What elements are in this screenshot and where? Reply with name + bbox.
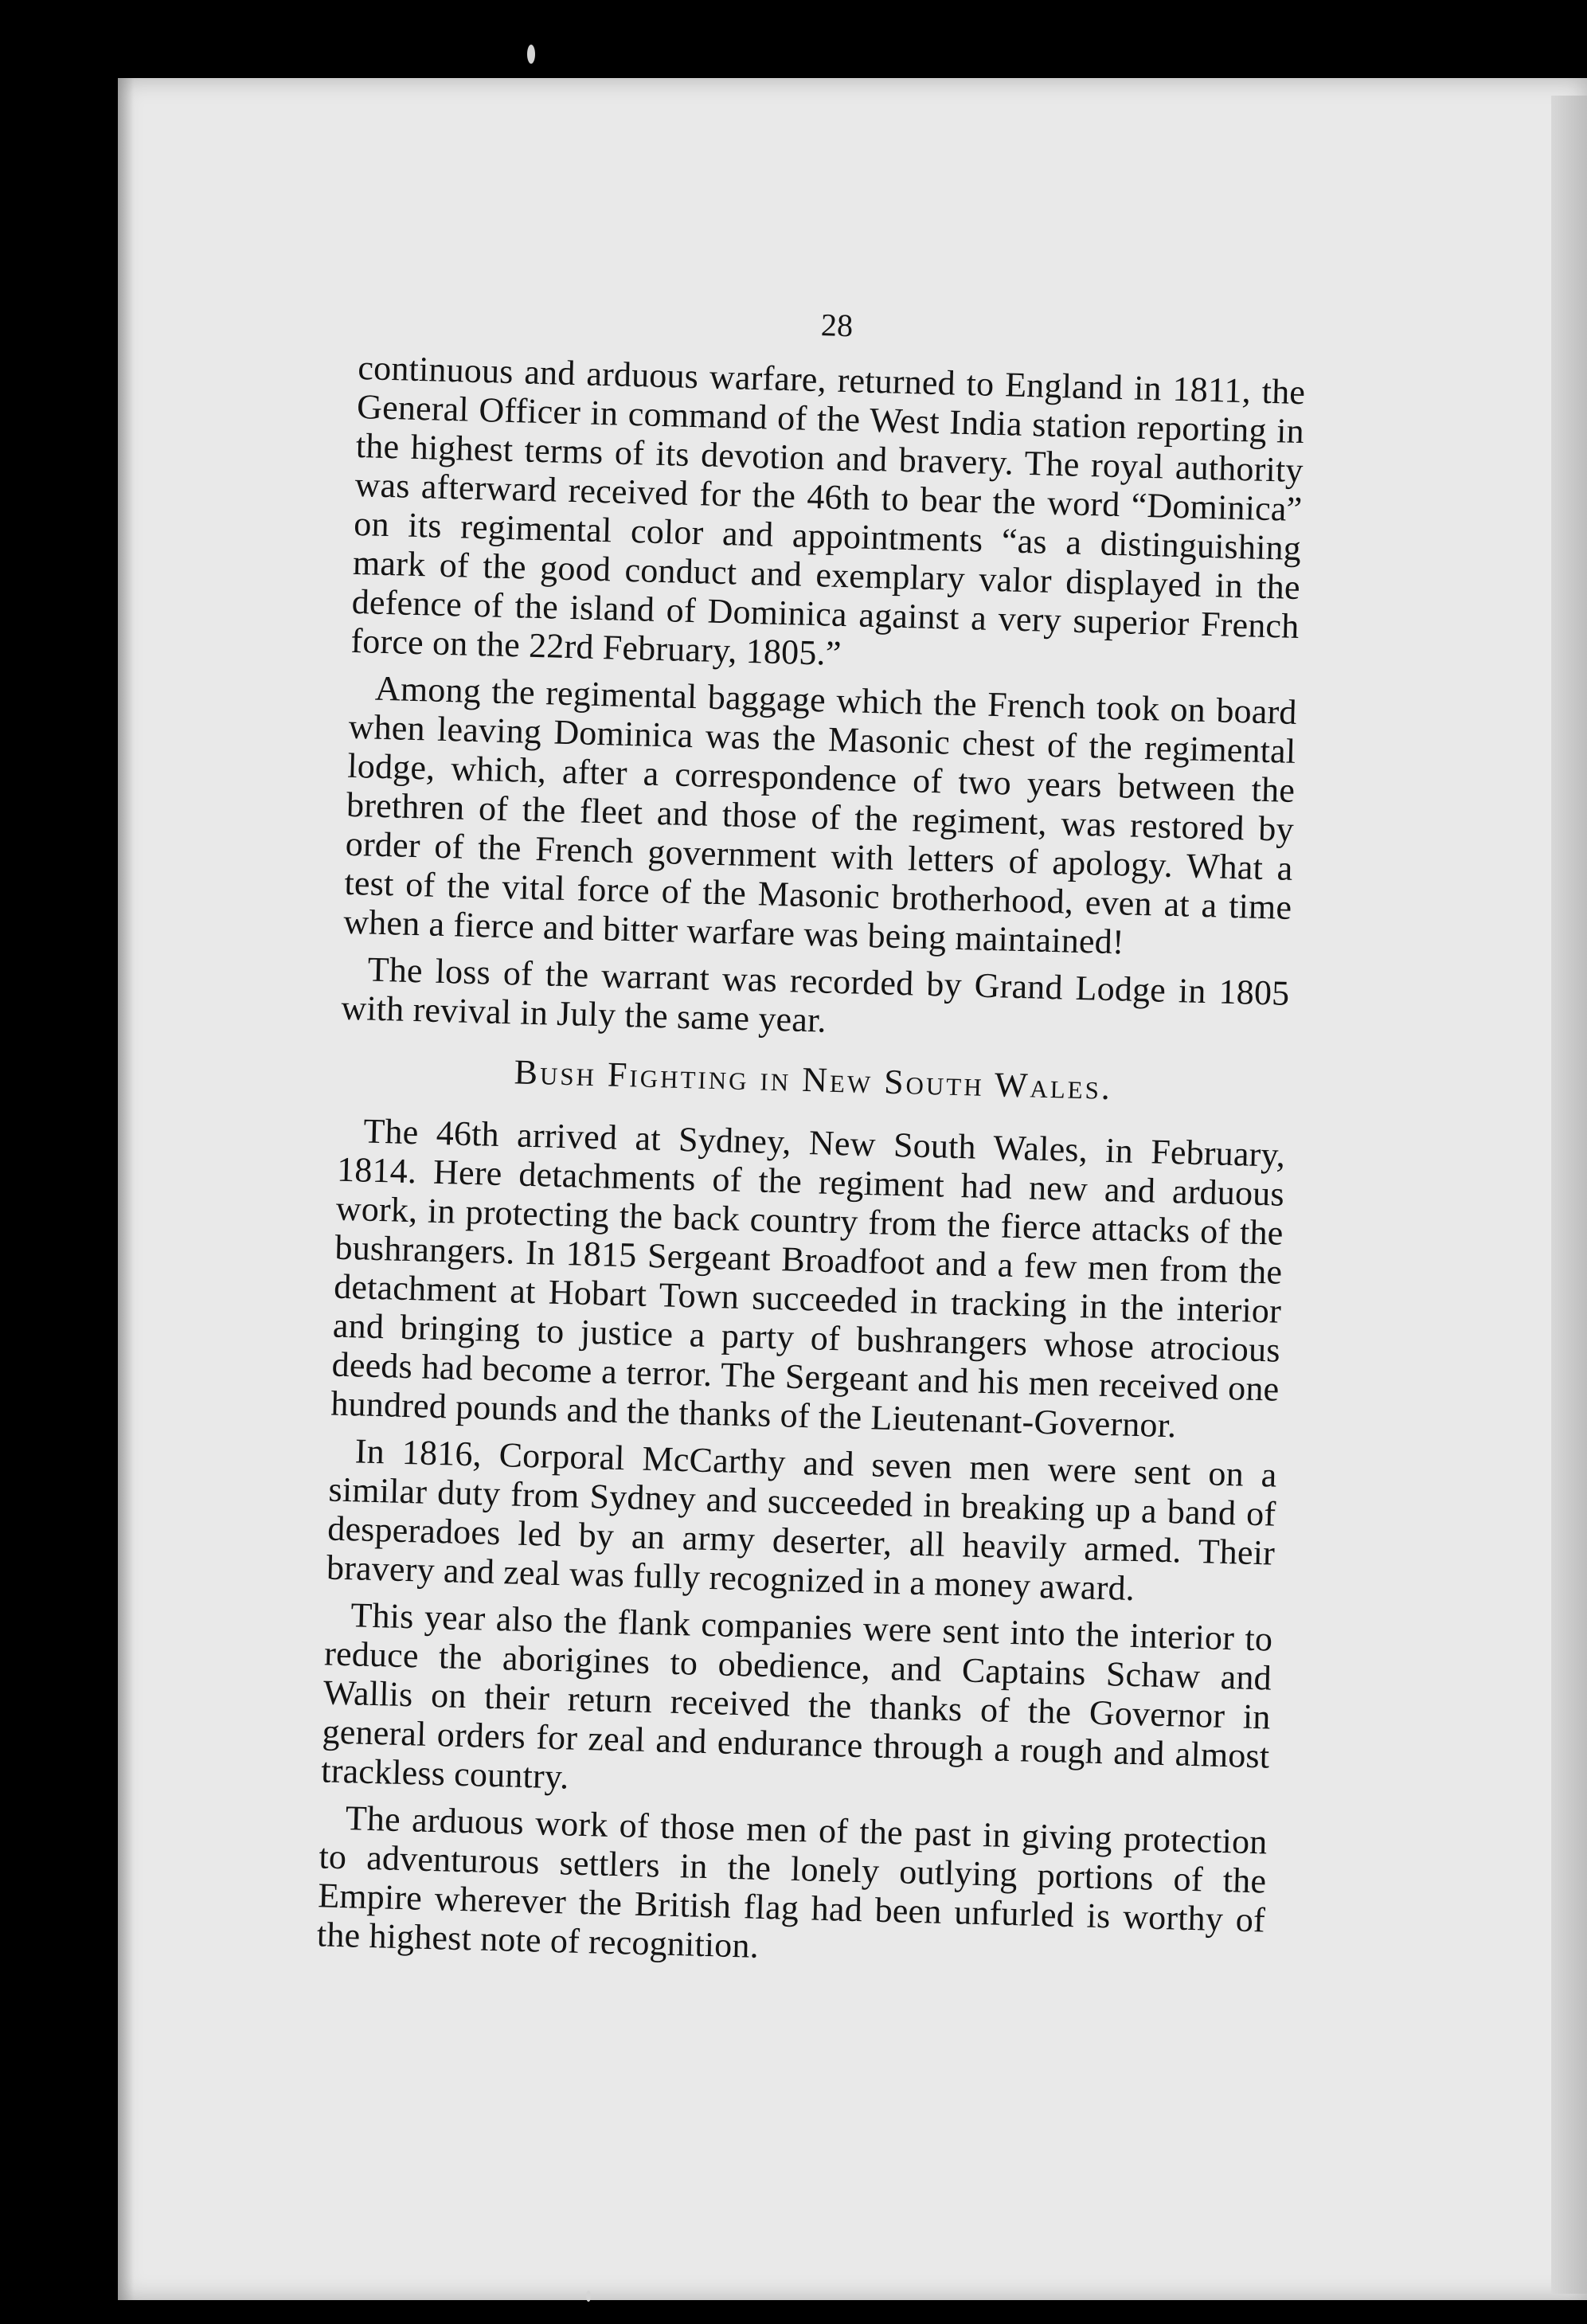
paragraph: continuous and arduous warfare, returned to England in 1811, the General Officer in command of the West India station reporting in the highest terms of its devotion and bravery. The royal authority was afterward received for the 46th to bear the word “Dominica” on its regimental color and appointments “as a distinguishing mark of the good conduct and exemplary valor displayed in the defence of the island of Dominica against a very superior French force on the 22rd February, 1805.” <box>350 347 1306 673</box>
paragraph: The loss of the warrant was recorded by Grand Lodge in 1805 with revival in July the same year. <box>340 949 1291 1040</box>
section-heading: Bush Fighting in New South Wales. <box>514 1052 1113 1108</box>
film-speck <box>586 2291 591 2302</box>
film-speck <box>527 45 535 64</box>
page-number: 28 <box>820 307 854 344</box>
page-text <box>316 293 1307 1986</box>
page-edge <box>1551 96 1587 2294</box>
paragraph: This year also the flank companies were sent into the interior to reduce the aborigines to obedience, and Captains Schaw and Wallis on their return received the thanks of the Governor in general orders for zeal and endurance through a rough and almost trackless country. <box>320 1595 1273 1797</box>
paragraph: The arduous work of those men of the past in giving protection to adventurous settlers in the lonely outlying portions of the Empire wherever the British flag had been unfurled is worthy of the highest note of recognition. <box>316 1798 1268 1966</box>
paragraph: In 1816, Corporal McCarthy and seven men were sent on a similar duty from Sydney and succeeded in breaking up a band of desperadoes led by an army deserter, all heavily armed. Their bravery and zeal was fully recognized in a money award. <box>326 1431 1278 1609</box>
paragraph: The 46th arrived at Sydney, New South Wales, in February, 1814. Here detachments of the regiment had new and arduous work, in protecting the back country from the fierce attacks of the bushrangers. In 1815 Sergeant Broadfoot and a few men from the detachment at Hobart Town succeeded in tracking in the interior and bringing to justice a party of bushrangers whose atrocious deeds had become a terror. The Sergeant and his men received one hundred pounds and the thanks of the Lieutenant-Governor. <box>330 1111 1286 1446</box>
page-gutter-shadow <box>118 78 134 2300</box>
paragraph: Among the regimental baggage which the French took on board when leaving Dominica was the Masonic chest of the regimental lodge, which, after a correspondence of two years between the brethren of the fleet and those of the regiment, was restored by order of the French government with letters of apology. What a test of the vital force of the Masonic brotherhood, even at a time when a fierce and bitter warfare was being maintained! <box>342 668 1298 962</box>
